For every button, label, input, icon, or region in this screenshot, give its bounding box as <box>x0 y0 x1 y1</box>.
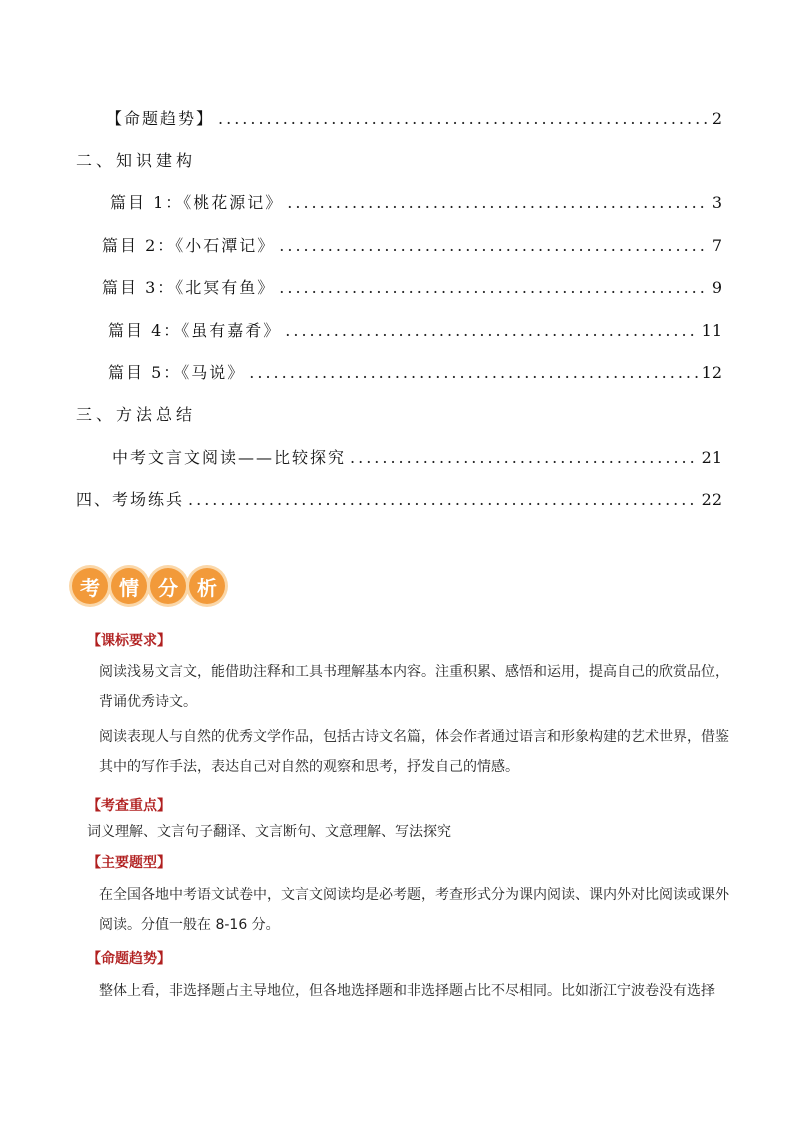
qushi-para-1 <box>87 976 737 1006</box>
toc-label: 四、考场练兵 <box>76 490 185 509</box>
toc-label: 篇目 2：《小石潭记》 <box>102 236 276 255</box>
toc-item-4[interactable] <box>76 487 722 510</box>
toc-item-method[interactable] <box>112 445 722 468</box>
toc-item-p3[interactable] <box>102 275 722 298</box>
section-tag-tixing: 【主要题型】 <box>87 855 171 871</box>
banner-char: 析 <box>189 568 225 604</box>
toc-label: 篇目 4：《虽有嘉肴》 <box>108 321 282 340</box>
paragraph: 在全国各地中考语文试卷中，文言文阅读均是必考题，考查形式分为课内阅读、课内外对比阅读或课外阅读。分值一般在 8-16 分。 <box>99 887 729 933</box>
toc-page: 9 <box>711 278 722 297</box>
toc-heading-2: 二、知识建构 <box>76 151 197 170</box>
tixing-para-1 <box>87 880 737 940</box>
section-tag-kaocha: 【考查重点】 <box>87 798 171 814</box>
toc-heading-3: 三、方法总结 <box>76 405 197 424</box>
toc-page: 12 <box>701 363 722 382</box>
paragraph: 阅读浅易文言文，能借助注释和工具书理解基本内容。注重积累、感悟和运用，提高自己的欣赏品位，背诵优秀诗文。 <box>99 664 729 710</box>
banner-char: 考 <box>72 568 108 604</box>
toc-label: 篇目 3：《北冥有鱼》 <box>102 278 276 297</box>
section-banner <box>72 568 225 604</box>
toc-label: 篇目 5：《马说》 <box>108 363 246 382</box>
toc-page: 21 <box>701 448 722 467</box>
toc-leader <box>249 363 697 382</box>
toc-page: 22 <box>701 490 722 509</box>
toc-page: 11 <box>701 321 722 340</box>
section-tag-kebiao: 【课标要求】 <box>87 633 171 649</box>
paragraph: 整体上看，非选择题占主导地位，但各地选择题和非选择题占比不尽相同。比如浙江宁波卷没有选择 <box>99 983 715 999</box>
kaocha-para-1 <box>87 817 737 847</box>
toc-item-p2[interactable] <box>102 233 722 256</box>
paragraph: 词义理解、文言句子翻译、文言断句、文意理解、写法探究 <box>87 824 451 840</box>
toc-leader <box>285 321 697 340</box>
kebiao-para-1 <box>87 657 737 717</box>
kebiao-para-2 <box>87 722 737 782</box>
toc-label: 中考文言文阅读——比较探究 <box>112 448 347 467</box>
toc-leader <box>218 109 708 128</box>
toc-page: 7 <box>711 236 722 255</box>
toc-leader <box>188 490 698 509</box>
toc-item-p5[interactable] <box>108 360 722 383</box>
toc-label: 【命题趋势】 <box>106 109 215 128</box>
toc-page: 3 <box>711 193 722 212</box>
banner-char: 分 <box>150 568 186 604</box>
toc-item-p4[interactable] <box>108 318 722 341</box>
toc-label: 篇目 1：《桃花源记》 <box>110 193 284 212</box>
toc-item-p1[interactable] <box>110 190 722 213</box>
toc-leader <box>350 448 698 467</box>
toc-leader <box>287 193 708 212</box>
paragraph: 阅读表现人与自然的优秀文学作品，包括古诗文名篇，体会作者通过语言和形象构建的艺术世界，借鉴其中的写作手法，表达自己对自然的观察和思考，抒发自己的情感。 <box>99 729 729 775</box>
toc-leader <box>279 278 708 297</box>
toc-leader <box>279 236 708 255</box>
toc-item-trend[interactable] <box>106 106 722 129</box>
banner-char: 情 <box>111 568 147 604</box>
section-tag-qushi: 【命题趋势】 <box>87 951 171 967</box>
toc-page: 2 <box>711 109 722 128</box>
